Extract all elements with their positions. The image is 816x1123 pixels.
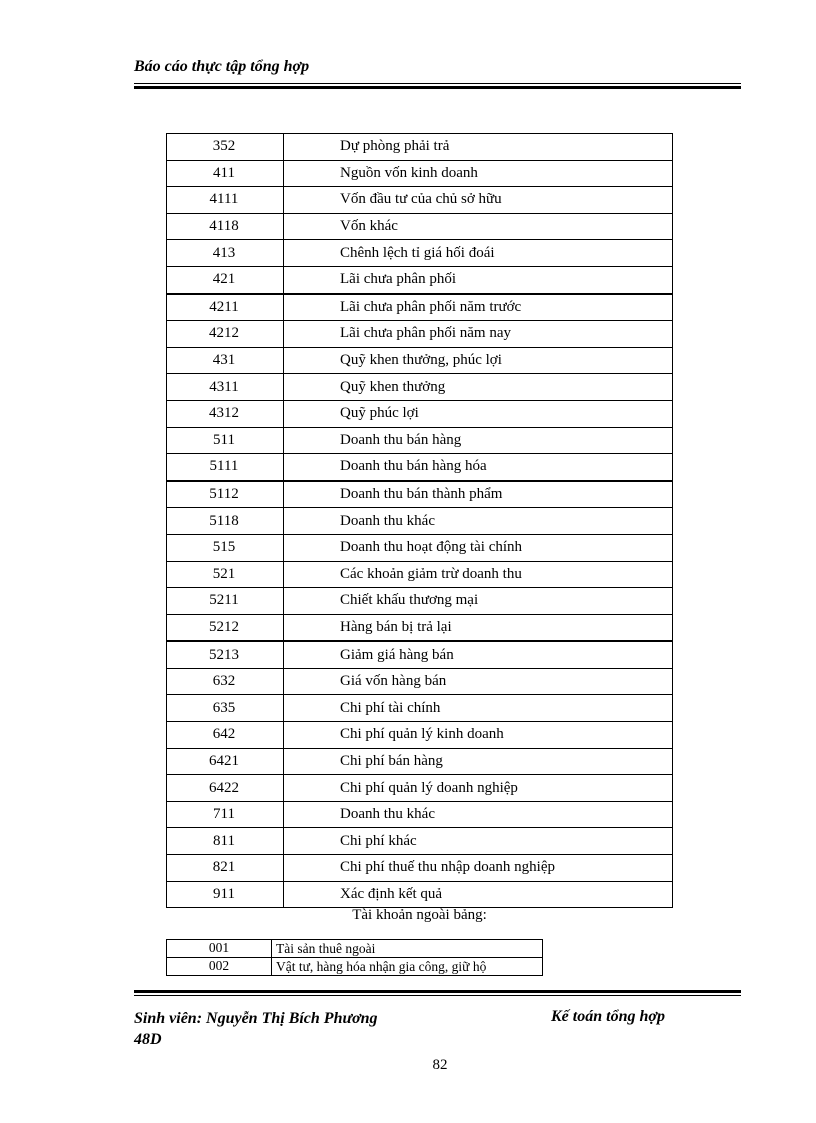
account-name: Chênh lệch tỉ giá hối đoái	[284, 240, 673, 267]
off-balance-table	[166, 939, 543, 976]
table-row	[167, 294, 673, 321]
account-name: Nguồn vốn kinh doanh	[284, 160, 673, 187]
account-code: 6422	[167, 775, 284, 802]
table-row	[167, 748, 673, 775]
account-code: 4211	[167, 294, 284, 321]
table-row	[167, 481, 673, 508]
table-row	[167, 347, 673, 374]
class-code: 48D	[134, 1031, 162, 1048]
table-row	[167, 775, 673, 802]
account-name: Hàng bán bị trả lại	[284, 614, 673, 641]
table-row	[167, 134, 673, 161]
account-code: 5212	[167, 614, 284, 641]
table-row	[167, 508, 673, 535]
account-name: Chi phí khác	[284, 828, 673, 855]
table-row	[167, 855, 673, 882]
account-code: 821	[167, 855, 284, 882]
table-row	[167, 321, 673, 348]
account-name: Vốn khác	[284, 213, 673, 240]
account-code: 5111	[167, 454, 284, 481]
account-name: Doanh thu bán hàng	[284, 427, 673, 454]
account-name: Doanh thu bán hàng hóa	[284, 454, 673, 481]
table-row	[167, 240, 673, 267]
account-code: 352	[167, 134, 284, 161]
table-row	[167, 160, 673, 187]
account-code: 521	[167, 561, 284, 588]
account-code: 811	[167, 828, 284, 855]
footer-department: Kế toán tổng hợp	[551, 1008, 665, 1025]
account-code: 4311	[167, 374, 284, 401]
account-code: 5118	[167, 508, 284, 535]
account-code: 711	[167, 801, 284, 828]
account-code: 4312	[167, 400, 284, 427]
footer-rule-thin	[134, 995, 741, 996]
account-name: Lãi chưa phân phối năm trước	[284, 294, 673, 321]
account-code: 4212	[167, 321, 284, 348]
account-name: Quỹ phúc lợi	[284, 400, 673, 427]
account-name: Doanh thu khác	[284, 801, 673, 828]
table-row	[167, 534, 673, 561]
table-row	[167, 213, 673, 240]
account-code: 411	[167, 160, 284, 187]
table-row	[167, 614, 673, 641]
table-row	[167, 454, 673, 481]
table-row	[167, 427, 673, 454]
account-name: Chi phí bán hàng	[284, 748, 673, 775]
account-name: Xác định kết quả	[284, 881, 673, 908]
account-name: Lãi chưa phân phối năm nay	[284, 321, 673, 348]
account-name: Chi phí tài chính	[284, 695, 673, 722]
account-code: 4118	[167, 213, 284, 240]
account-code: 4111	[167, 187, 284, 214]
account-name: Doanh thu hoạt động tài chính	[284, 534, 673, 561]
table-row	[167, 881, 673, 908]
account-code: 6421	[167, 748, 284, 775]
account-code: 431	[167, 347, 284, 374]
account-name: Dự phòng phải trả	[284, 134, 673, 161]
account-name: Lãi chưa phân phối	[284, 266, 673, 293]
account-code: 632	[167, 668, 284, 695]
table-row	[167, 561, 673, 588]
table-row	[167, 187, 673, 214]
table-row	[167, 828, 673, 855]
account-name: Quỹ khen thưởng	[284, 374, 673, 401]
off-balance-name: Vật tư, hàng hóa nhận gia công, giữ hộ	[272, 958, 543, 976]
header-rule-thin	[134, 83, 741, 84]
account-code: 413	[167, 240, 284, 267]
account-code: 511	[167, 427, 284, 454]
footer-student	[134, 1008, 378, 1050]
off-balance-caption: Tài khoản ngoài bảng:	[352, 907, 487, 923]
table-row	[167, 958, 543, 976]
account-code: 421	[167, 266, 284, 293]
account-name: Giảm giá hàng bán	[284, 641, 673, 668]
page-header-title: Báo cáo thực tập tổng hợp	[134, 58, 310, 75]
off-balance-clip	[160, 935, 560, 988]
account-code: 642	[167, 722, 284, 749]
off-balance-code: 001	[167, 940, 272, 958]
footer-rule-thick	[134, 990, 741, 993]
account-name: Vốn đầu tư của chủ sở hữu	[284, 187, 673, 214]
account-code: 911	[167, 881, 284, 908]
account-code: 635	[167, 695, 284, 722]
student-name: Sinh viên: Nguyễn Thị Bích Phương	[134, 1010, 378, 1027]
account-name: Chiết khấu thương mại	[284, 588, 673, 615]
account-name: Giá vốn hàng bán	[284, 668, 673, 695]
off-balance-code: 002	[167, 958, 272, 976]
table-row	[167, 374, 673, 401]
table-row	[167, 641, 673, 668]
table-row	[167, 722, 673, 749]
table-row	[167, 400, 673, 427]
table-row	[167, 266, 673, 293]
table-row	[167, 695, 673, 722]
off-balance-name: Tài sản thuê ngoài	[272, 940, 543, 958]
account-name: Doanh thu bán thành phẩm	[284, 481, 673, 508]
account-name: Chi phí thuế thu nhập doanh nghiệp	[284, 855, 673, 882]
account-name: Các khoản giảm trừ doanh thu	[284, 561, 673, 588]
table-row	[167, 801, 673, 828]
table-row	[167, 588, 673, 615]
table-row	[167, 668, 673, 695]
account-code: 5211	[167, 588, 284, 615]
table-row	[167, 940, 543, 958]
account-name: Quỹ khen thưởng, phúc lợi	[284, 347, 673, 374]
header-rule-thick	[134, 86, 741, 89]
account-code: 515	[167, 534, 284, 561]
accounts-table	[166, 133, 673, 908]
account-code: 5213	[167, 641, 284, 668]
account-name: Doanh thu khác	[284, 508, 673, 535]
account-code: 5112	[167, 481, 284, 508]
account-name: Chi phí quản lý doanh nghiệp	[284, 775, 673, 802]
page-number: 82	[432, 1057, 448, 1073]
account-name: Chi phí quản lý kinh doanh	[284, 722, 673, 749]
